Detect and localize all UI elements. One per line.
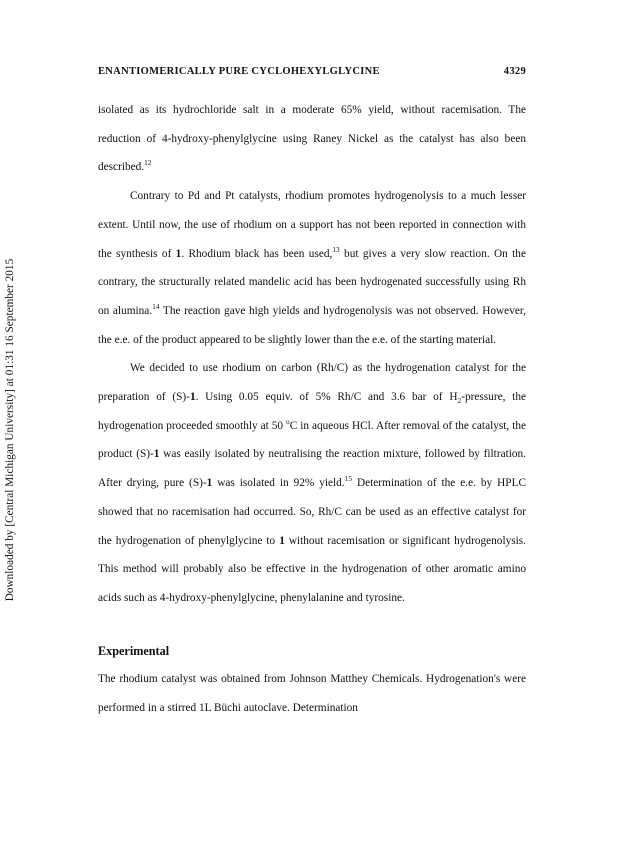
download-watermark — [4, 200, 20, 660]
compound-1: 1 — [153, 448, 160, 461]
paragraph-1-text: isolated as its hydrochloride salt in a moderate 65% yield, without racemisation. The reduction of 4-hydroxy-phenylglycine using Raney Nickel as the catalyst has also been described. — [98, 104, 526, 174]
page-number: 4329 — [503, 66, 526, 77]
degree-mark: o — [286, 416, 290, 426]
running-title: ENANTIOMERICALLY PURE CYCLOHEXYLGLYCINE — [98, 66, 380, 77]
compound-1: 1 — [206, 477, 213, 490]
reference-15: 15 — [344, 474, 353, 484]
download-note-text: Downloaded by [Central Michigan University] at 01:31 16 September 2015 — [4, 258, 16, 602]
paragraph-2-text-c: but gives a very slow reaction. On the contrary, the structurally related mandelic acid has been hydrogenated successfully using Rh on alumina. — [98, 247, 526, 317]
paragraph-2-text-a: Contrary to Pd and Pt catalysts, rhodium promotes hydrogenolysis to a much lesser extent. Until now, the use of rhodium on a support has not been reported in connection with the synthesis of — [98, 190, 526, 260]
paragraph-2 — [98, 182, 526, 354]
paragraph-1 — [98, 96, 526, 182]
paragraph-3 — [98, 354, 526, 612]
paragraph-2-text-d: The reaction gave high yields and hydrogenolysis was not observed. However, the e.e. of the product appeared to be slightly lower than the e.e. of the starting material. — [98, 304, 526, 346]
reference-12: 12 — [144, 158, 152, 168]
running-header — [98, 62, 526, 82]
paragraph-4: The rhodium catalyst was obtained from Johnson Matthey Chemicals. Hydrogenation's were performed in a stirred 1L Büchi autoclave. Determination — [98, 673, 526, 715]
section-heading-experimental: Experimental — [98, 643, 170, 658]
compound-1: 1 — [279, 534, 285, 547]
reference-13: 13 — [332, 244, 340, 254]
paragraph-2-text-b: . Rhodium black has been used, — [181, 247, 333, 260]
paragraph-3-text-d: C in aqueous HCl. After removal of the catalyst, the product (S)- — [98, 419, 526, 461]
compound-1: 1 — [189, 391, 196, 404]
paragraph-3-text-e: was easily isolated by neutralising the reaction mixture, followed by filtration. After drying, pure (S)- — [98, 448, 526, 490]
paragraph-3-text-f: was isolated in 92% yield. — [212, 477, 345, 490]
paragraph-3-text-h: without racemisation or significant hydrogenolysis. This method will probably also be effective in the hydrogenation of other aromatic amino acids such as 4-hydroxy-phenylglycine, phenylalanine and tyrosine. — [98, 534, 526, 604]
paragraph-3-text-g: Determination of the e.e. by HPLC showed that no racemisation had occurred. So, Rh/C can be used as an effective catalyst for the hydrogenation of phenylglycine to — [98, 477, 527, 547]
paragraph-3-text-b: . Using 0.05 equiv. of 5% Rh/C and 3.6 bar of H — [195, 391, 458, 404]
paragraph-3-text-c: -pressure, the hydrogenation proceeded smoothly at 50 — [98, 391, 526, 432]
paragraph-3-text-a: We decided to use rhodium on carbon (Rh/C) as the hydrogenation catalyst for the preparation of (S)- — [98, 362, 526, 404]
reference-14: 14 — [152, 301, 160, 311]
article-body — [98, 96, 526, 723]
subscript-2: 2 — [457, 396, 462, 406]
document-page — [98, 62, 526, 723]
compound-1: 1 — [175, 247, 182, 260]
